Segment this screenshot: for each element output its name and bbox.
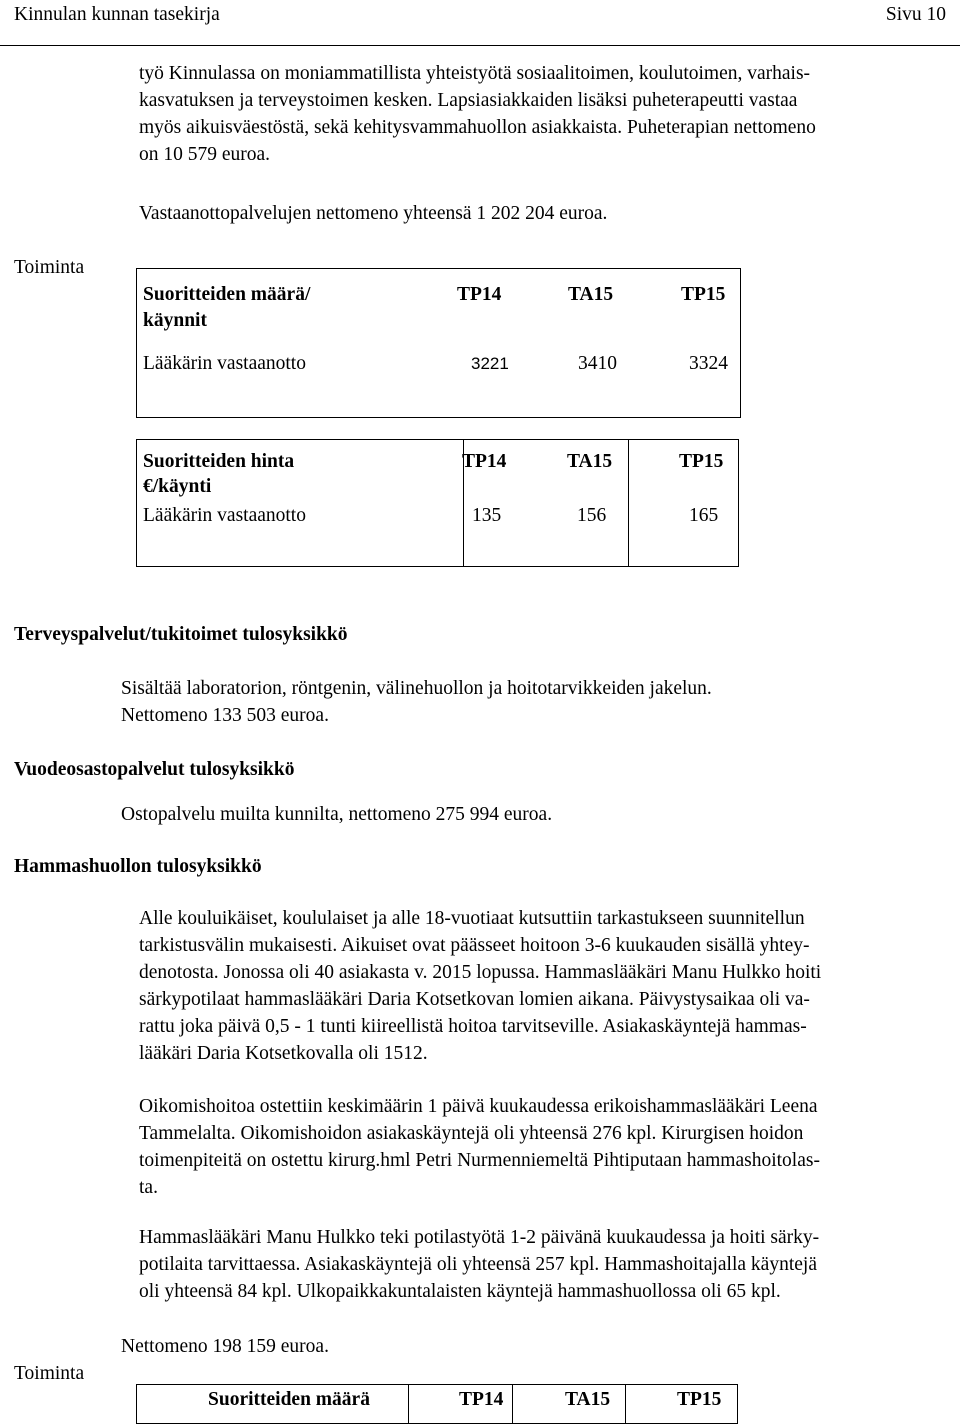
document-title: Kinnulan kunnan tasekirja — [14, 4, 220, 25]
table-header-cell: käynnit — [143, 310, 207, 331]
text-line: Oikomishoitoa ostettiin keskimäärin 1 päivä kuukaudessa erikoishammaslääkäri Leena — [139, 1096, 818, 1117]
table-header-cell: TP15 — [677, 1389, 722, 1410]
text-line: Tammelalta. Oikomishoidon asiakaskäyntejä oli yhteensä 276 kpl. Kirurgisen hoidon — [139, 1123, 804, 1144]
table-header-cell: TP15 — [681, 284, 726, 305]
text-line: rattu joka päivä 0,5 - 1 tunti kiireellistä hoitoa tarvitseville. Asiakaskäyntejä hammas- — [139, 1016, 807, 1037]
table-header-cell: TA15 — [567, 451, 613, 472]
text-line: Ostopalvelu muilta kunnilta, nettomeno 275 994 euroa. — [121, 804, 553, 825]
table-header-cell: Suoritteiden määrä/ — [143, 284, 311, 305]
text-line: oli yhteensä 84 kpl. Ulkopaikkakuntalaisten käyntejä hammashuollossa oli 65 kpl. — [139, 1281, 781, 1302]
net-total-text: Vastaanottopalvelujen nettomeno yhteensä 1 202 204 euroa. — [139, 203, 608, 224]
text-line: särkypotilaat hammaslääkäri Daria Kotsetkovan lomien aikana. Päivystysaikaa oli va- — [139, 989, 810, 1010]
bottom-table — [136, 1384, 738, 1424]
table-header-cell: €/käynti — [143, 476, 212, 497]
price-table — [136, 439, 739, 567]
table-cell: 165 — [689, 505, 719, 526]
table-cell: 3410 — [578, 353, 617, 374]
net-total-text: Nettomeno 198 159 euroa. — [121, 1336, 329, 1357]
column-divider — [512, 1385, 513, 1423]
side-label-toiminta: Toiminta — [14, 1363, 85, 1384]
text-line: toimenpiteitä on ostettu kirurg.hml Petri Nurmenniemeltä Pihtiputaan hammashoitolas- — [139, 1150, 820, 1171]
side-label-toiminta: Toiminta — [14, 257, 85, 278]
text-line: potilaita tarvittaessa. Asiakaskäyntejä oli yhteensä 257 kpl. Hammashoitajalla käyntejä — [139, 1254, 817, 1275]
table-row-label: Lääkärin vastaanotto — [143, 505, 306, 526]
column-divider — [408, 1385, 409, 1423]
table-cell: 3324 — [689, 353, 728, 374]
section-heading-terveyspalvelut: Terveyspalvelut/tukitoimet tulosyksikkö — [14, 624, 348, 645]
table-row-label: Lääkärin vastaanotto — [143, 353, 306, 374]
section-heading-hammashuolto: Hammashuollon tulosyksikkö — [14, 856, 262, 877]
text-line: Sisältää laboratorion, röntgenin, välinehuollon ja hoitotarvikkeiden jakelun. — [121, 678, 712, 699]
table-header-cell: TP14 — [459, 1389, 504, 1410]
text-line: on 10 579 euroa. — [139, 144, 271, 165]
table-header-cell: TP14 — [457, 284, 502, 305]
column-divider — [625, 1385, 626, 1423]
text-line: ta. — [139, 1177, 158, 1198]
page-number: Sivu 10 — [885, 4, 946, 25]
text-line: Nettomeno 133 503 euroa. — [121, 705, 329, 726]
table-cell: 3221 — [471, 354, 509, 373]
text-line: lääkäri Daria Kotsetkovalla oli 1512. — [139, 1043, 428, 1064]
text-line: denotosta. Jonossa oli 40 asiakasta v. 2015 lopussa. Hammaslääkäri Manu Hulkko hoiti — [139, 962, 822, 983]
column-divider — [628, 440, 629, 566]
table-cell: 156 — [577, 505, 607, 526]
text-line: kasvatuksen ja terveystoimen kesken. Lapsiasiakkaiden lisäksi puheterapeutti vastaa — [139, 90, 798, 111]
table-header-cell: Suoritteiden määrä — [208, 1389, 370, 1410]
text-line: Hammaslääkäri Manu Hulkko teki potilastyötä 1-2 päivänä kuukaudessa ja hoiti särky- — [139, 1227, 820, 1248]
header-divider — [0, 45, 960, 46]
text-line: Alle kouluikäiset, koululaiset ja alle 18-vuotiaat kutsuttiin tarkastukseen suunnitellun — [139, 908, 805, 929]
table-header-cell: TA15 — [568, 284, 614, 305]
table-header-cell: TP14 — [462, 451, 507, 472]
text-line: myös aikuisväestöstä, sekä kehitysvammahuollon asiakkaista. Puheterapian nettomeno — [139, 117, 816, 138]
table-header-cell: TP15 — [679, 451, 724, 472]
text-line: tarkistusvälin mukaisesti. Aikuiset ovat päässeet hoitoon 3-6 kuukauden sisällä yhtey- — [139, 935, 810, 956]
table-header-cell: TA15 — [565, 1389, 611, 1410]
page-header — [0, 0, 960, 46]
table-header-cell: Suoritteiden hinta — [143, 451, 295, 472]
visits-table — [136, 268, 741, 418]
table-cell: 135 — [472, 505, 502, 526]
text-line: työ Kinnulassa on moniammatillista yhteistyötä sosiaalitoimen, koulutoimen, varhais- — [139, 63, 811, 84]
section-heading-vuodeosasto: Vuodeosastopalvelut tulosyksikkö — [14, 759, 295, 780]
